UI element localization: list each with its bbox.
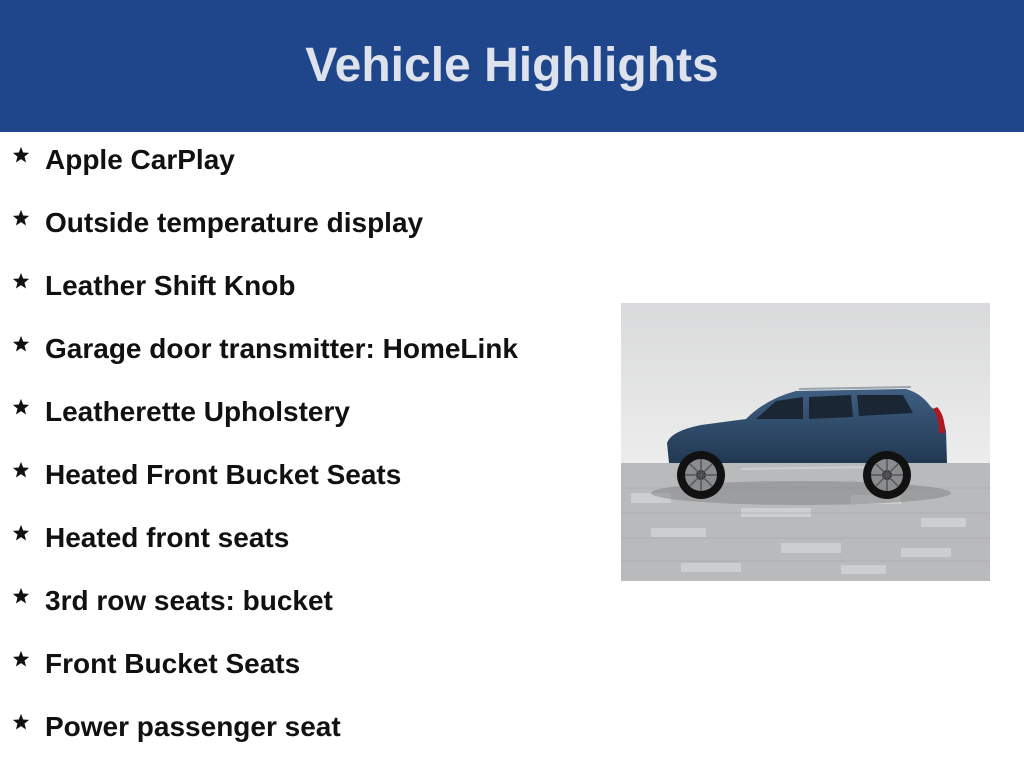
feature-label: Power passenger seat bbox=[45, 711, 341, 742]
feature-label: Garage door transmitter: HomeLink bbox=[45, 333, 518, 364]
feature-label: Outside temperature display bbox=[45, 207, 424, 238]
star-icon bbox=[12, 713, 30, 731]
feature-item bbox=[0, 510, 600, 573]
feature-item bbox=[0, 132, 600, 195]
feature-item bbox=[0, 447, 600, 510]
feature-label: Heated Front Bucket Seats bbox=[45, 459, 402, 490]
page-title: Vehicle Highlights bbox=[305, 38, 719, 92]
feature-label: Leather Shift Knob bbox=[45, 270, 296, 301]
star-icon bbox=[12, 461, 30, 479]
star-icon bbox=[12, 272, 30, 290]
feature-item bbox=[0, 636, 600, 699]
feature-label: 3rd row seats: bucket bbox=[45, 585, 333, 616]
feature-label: Front Bucket Seats bbox=[45, 648, 301, 679]
header-banner bbox=[0, 0, 1024, 132]
feature-label: Leatherette Upholstery bbox=[45, 396, 350, 427]
feature-item bbox=[0, 573, 600, 636]
vehicle-photo bbox=[621, 303, 990, 581]
star-icon bbox=[12, 398, 30, 416]
feature-item bbox=[0, 258, 600, 321]
feature-label: Apple CarPlay bbox=[45, 144, 235, 175]
star-icon bbox=[12, 209, 30, 227]
feature-item bbox=[0, 321, 600, 384]
star-icon bbox=[12, 146, 30, 164]
star-icon bbox=[12, 524, 30, 542]
feature-item bbox=[0, 384, 600, 447]
star-icon bbox=[12, 335, 30, 353]
star-icon bbox=[12, 650, 30, 668]
star-icon bbox=[12, 587, 30, 605]
feature-label: Heated front seats bbox=[45, 522, 290, 553]
feature-item bbox=[0, 699, 600, 762]
feature-item bbox=[0, 195, 600, 258]
